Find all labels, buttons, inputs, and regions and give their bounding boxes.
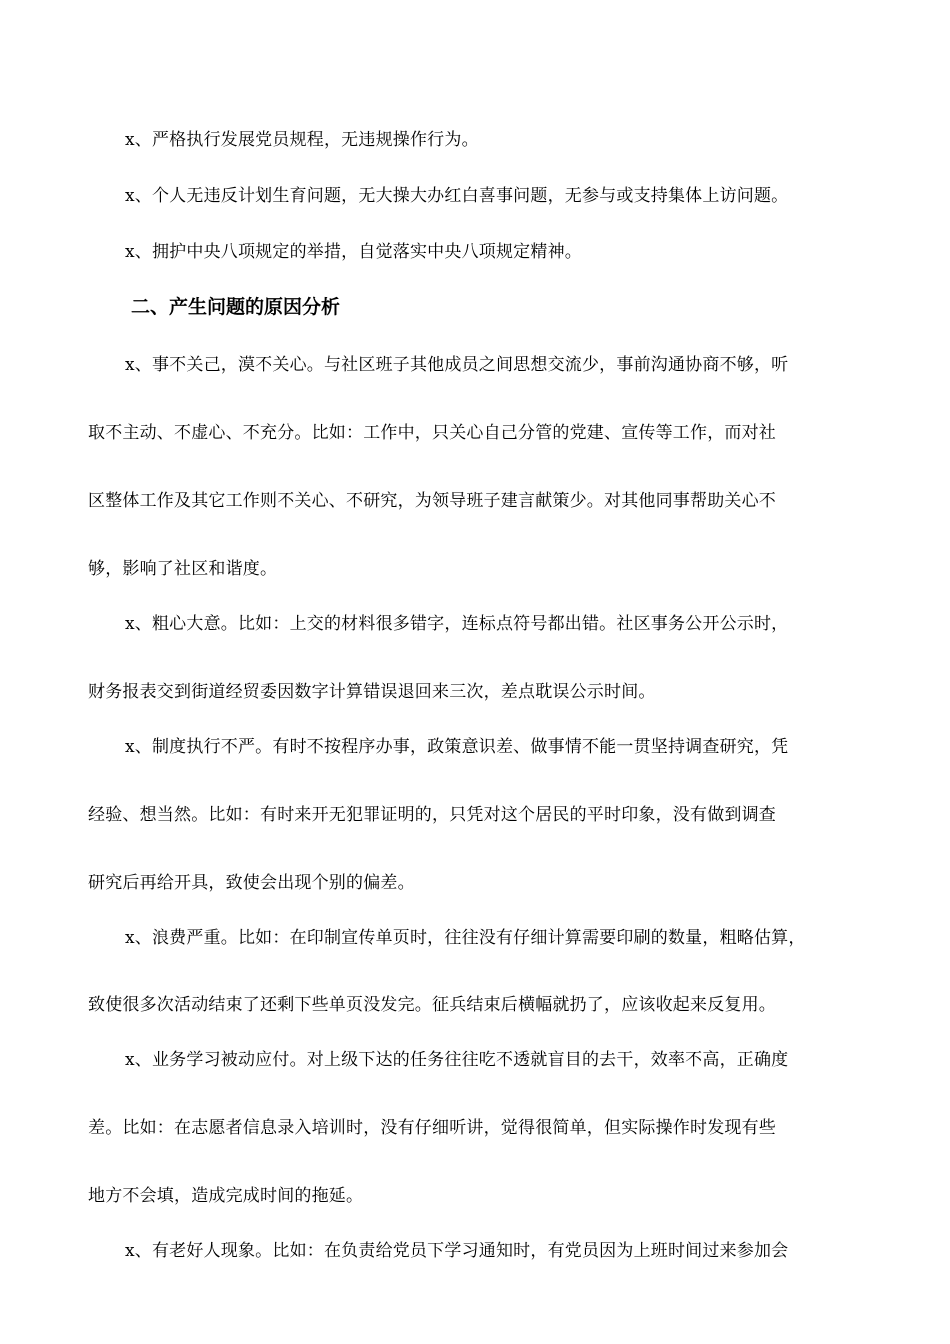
paragraph-line: 经验、想当然。比如：有时来开无犯罪证明的，只凭对这个居民的平时印象，没有做到调查 <box>88 805 776 825</box>
paragraph-line: x、事不关己，漠不关心。与社区班子其他成员之间思想交流少，事前沟通协商不够，听 <box>125 355 789 375</box>
paragraph-line: 致使很多次活动结束了还剩下些单页没发完。征兵结束后横幅就扔了，应该收起来反复用。 <box>88 995 776 1015</box>
paragraph-line: x、有老好人现象。比如：在负责给党员下学习通知时，有党员因为上班时间过来参加会 <box>125 1241 789 1261</box>
paragraph-line: 研究后再给开具，致使会出现个别的偏差。 <box>88 873 415 893</box>
paragraph-line: 财务报表交到街道经贸委因数字计算错误退回来三次，差点耽误公示时间。 <box>88 682 656 702</box>
paragraph-line: 够，影响了社区和谐度。 <box>88 559 278 579</box>
paragraph-line: x、粗心大意。比如：上交的材料很多错字，连标点符号都出错。社区事务公开公示时， <box>125 614 789 634</box>
paragraph-line: x、浪费严重。比如：在印制宣传单页时，往往没有仔细计算需要印刷的数量，粗略估算， <box>125 928 806 948</box>
list-item: x、严格执行发展党员规程，无违规操作行为。 <box>125 130 479 150</box>
paragraph-line: x、业务学习被动应付。对上级下达的任务往往吃不透就盲目的去干，效率不高，正确度 <box>125 1050 789 1070</box>
section-heading: 二、产生问题的原因分析 <box>131 296 341 318</box>
list-item: x、拥护中央八项规定的举措，自觉落实中央八项规定精神。 <box>125 242 582 262</box>
paragraph-line: 区整体工作及其它工作则不关心、不研究，为领导班子建言献策少。对其他同事帮助关心不 <box>88 491 776 511</box>
paragraph-line: x、制度执行不严。有时不按程序办事，政策意识差、做事情不能一贯坚持调查研究，凭 <box>125 737 789 757</box>
list-item: x、个人无违反计划生育问题，无大操大办红白喜事问题，无参与或支持集体上访问题。 <box>125 186 789 206</box>
paragraph-line: 取不主动、不虚心、不充分。比如：工作中，只关心自己分管的党建、宣传等工作，而对社 <box>88 423 776 443</box>
paragraph-line: 地方不会填，造成完成时间的拖延。 <box>88 1186 364 1206</box>
paragraph-line: 差。比如：在志愿者信息录入培训时，没有仔细听讲，觉得很简单，但实际操作时发现有些 <box>88 1118 776 1138</box>
